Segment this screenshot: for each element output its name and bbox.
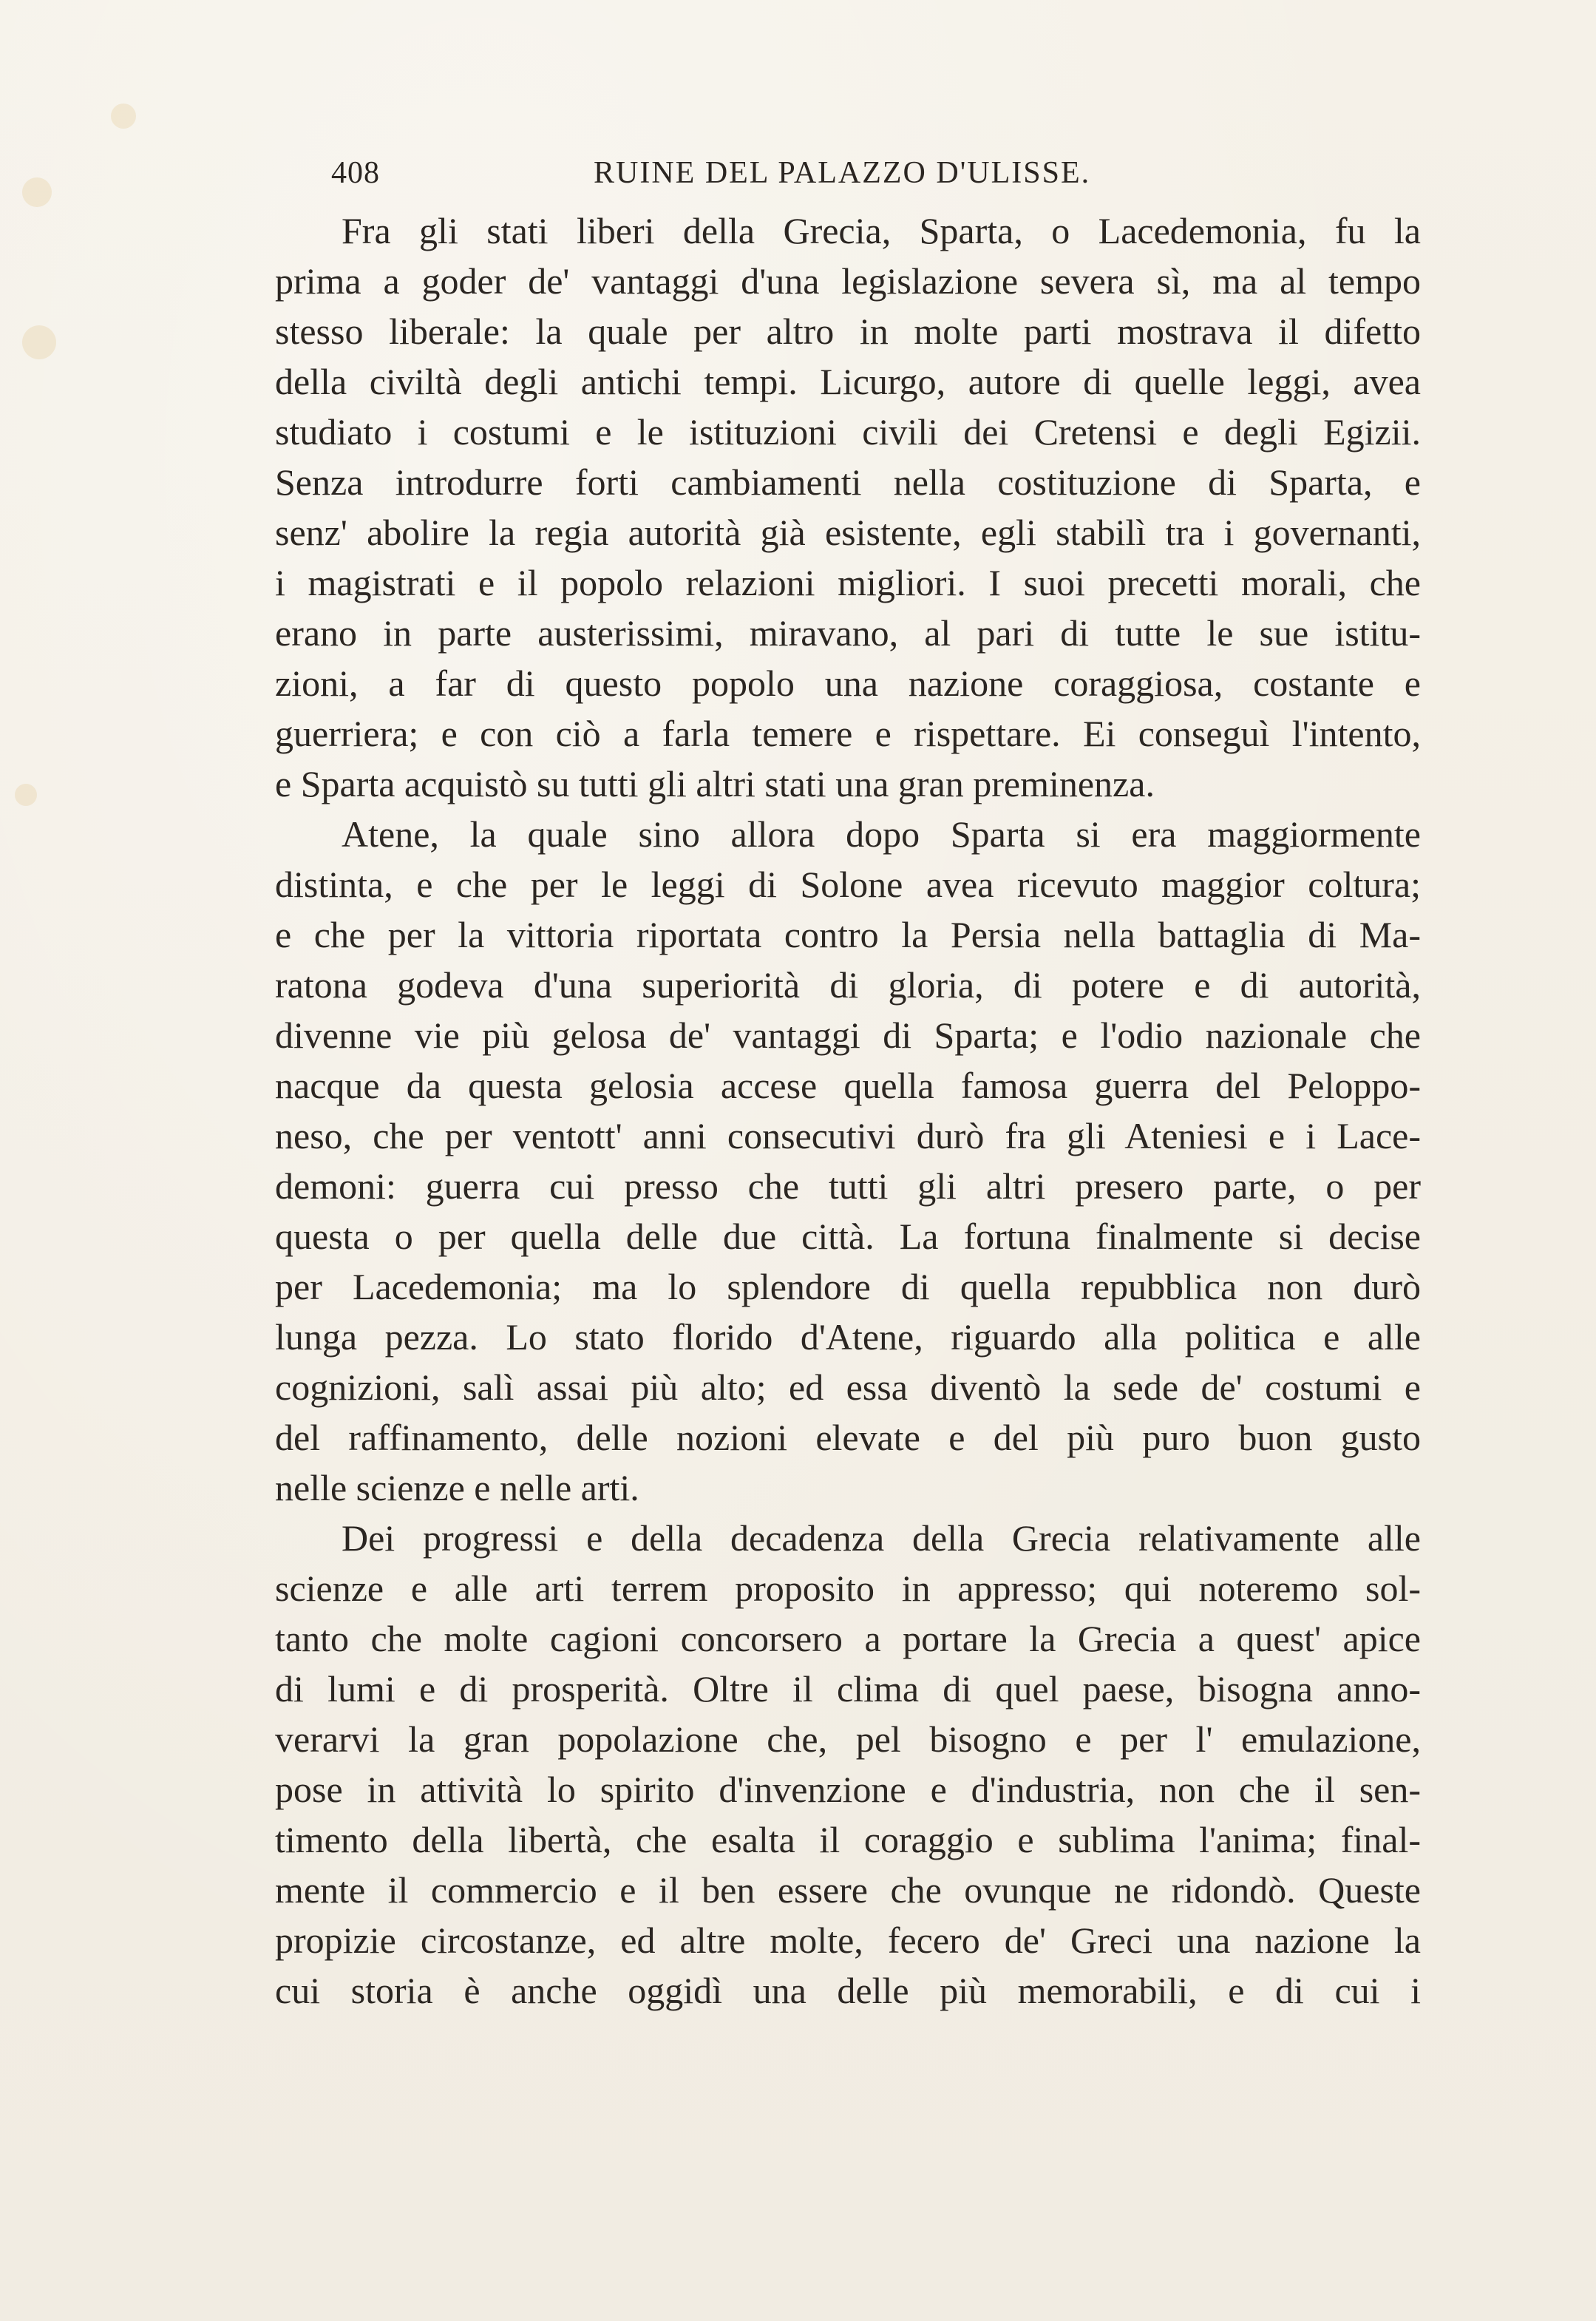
text-line: del raffinamento, delle nozioni elevate e del più puro buon gusto	[275, 1417, 1421, 1458]
text-line: scienze e alle arti terrem proposito in appresso; qui noteremo sol-	[275, 1568, 1421, 1609]
text-line: di lumi e di prosperità. Oltre il clima di quel paese, bisogna anno-	[275, 1668, 1421, 1710]
text-line: tanto che molte cagioni concorsero a portare la Grecia a quest' apice	[275, 1618, 1421, 1659]
text-line: divenne vie più gelosa de' vantaggi di Sparta; e l'odio nazionale che	[275, 1014, 1421, 1056]
text-line: e che per la vittoria riportata contro la Persia nella battaglia di Ma-	[275, 914, 1421, 955]
text-line: prima a goder de' vantaggi d'una legislazione severa sì, ma al tempo	[275, 260, 1421, 302]
text-line: i magistrati e il popolo relazioni migliori. I suoi precetti morali, che	[275, 562, 1421, 603]
page-header	[331, 155, 1137, 200]
text-line: propizie circostanze, ed altre molte, fecero de' Greci una nazione la	[275, 1920, 1421, 1961]
text-line: Senza introdurre forti cambiamenti nella costituzione di Sparta, e	[275, 461, 1421, 503]
text-line: guerriera; e con ciò a farla temere e rispettare. Ei conseguì l'intento,	[275, 713, 1421, 754]
text-line: ratona godeva d'una superiorità di gloria, di potere e di autorità,	[275, 964, 1421, 1006]
text-line: lunga pezza. Lo stato florido d'Atene, riguardo alla politica e alle	[275, 1316, 1421, 1358]
text-line: pose in attività lo spirito d'invenzione e d'industria, non che il sen-	[275, 1769, 1421, 1810]
text-line: timento della libertà, che esalta il coraggio e sublima l'anima; final-	[275, 1819, 1421, 1860]
text-line: questa o per quella delle due città. La fortuna finalmente si decise	[275, 1216, 1421, 1257]
paragraph-3	[275, 1513, 1421, 2016]
text-line: Dei progressi e della decadenza della Grecia relativamente alle	[342, 1517, 1421, 1559]
text-line: Fra gli stati liberi della Grecia, Sparta, o Lacedemonia, fu la	[342, 210, 1421, 251]
text-line: neso, che per ventott' anni consecutivi durò fra gli Ateniesi e i Lace-	[275, 1115, 1421, 1156]
foxing-spot	[15, 784, 37, 806]
text-line: nelle scienze e nelle arti.	[275, 1467, 639, 1508]
text-line: verarvi la gran popolazione che, pel bisogno e per l' emulazione,	[275, 1718, 1421, 1760]
text-line: erano in parte austerissimi, miravano, al pari di tutte le sue istitu-	[275, 612, 1421, 654]
text-line: studiato i costumi e le istituzioni civili dei Cretensi e degli Egizii.	[275, 411, 1421, 453]
text-line: mente il commercio e il ben essere che ovunque ne ridondò. Queste	[275, 1869, 1421, 1911]
text-line: stesso liberale: la quale per altro in molte parti mostrava il difetto	[275, 311, 1421, 352]
text-line: senz' abolire la regia autorità già esistente, egli stabilì tra i governanti,	[275, 512, 1421, 553]
paragraph-2	[275, 809, 1421, 1513]
text-line: cognizioni, salì assai più alto; ed essa diventò la sede de' costumi e	[275, 1366, 1421, 1408]
text-line: della civiltà degli antichi tempi. Licurgo, autore di quelle leggi, avea	[275, 361, 1421, 402]
body-text	[275, 206, 1421, 2016]
text-line: per Lacedemonia; ma lo splendore di quella repubblica non durò	[275, 1266, 1421, 1307]
text-line: cui storia è anche oggidì una delle più memorabili, e di cui i	[275, 1970, 1421, 2011]
text-line: demoni: guerra cui presso che tutti gli altri presero parte, o per	[275, 1165, 1421, 1207]
page-number: 408	[331, 156, 380, 190]
running-title: RUINE DEL PALAZZO D'ULISSE.	[594, 156, 1091, 190]
paragraph-1	[275, 206, 1421, 809]
foxing-spot	[111, 104, 136, 129]
text-line: zioni, a far di questo popolo una nazione coraggiosa, costante e	[275, 663, 1421, 704]
text-line: distinta, e che per le leggi di Solone avea ricevuto maggior coltura;	[275, 864, 1421, 905]
foxing-spot	[22, 325, 56, 359]
text-line: e Sparta acquistò su tutti gli altri stati una gran preminenza.	[275, 763, 1155, 804]
foxing-spot	[22, 177, 52, 207]
text-line: nacque da questa gelosia accese quella famosa guerra del Peloppo-	[275, 1065, 1421, 1106]
text-line: Atene, la quale sino allora dopo Sparta si era maggiormente	[342, 813, 1421, 855]
